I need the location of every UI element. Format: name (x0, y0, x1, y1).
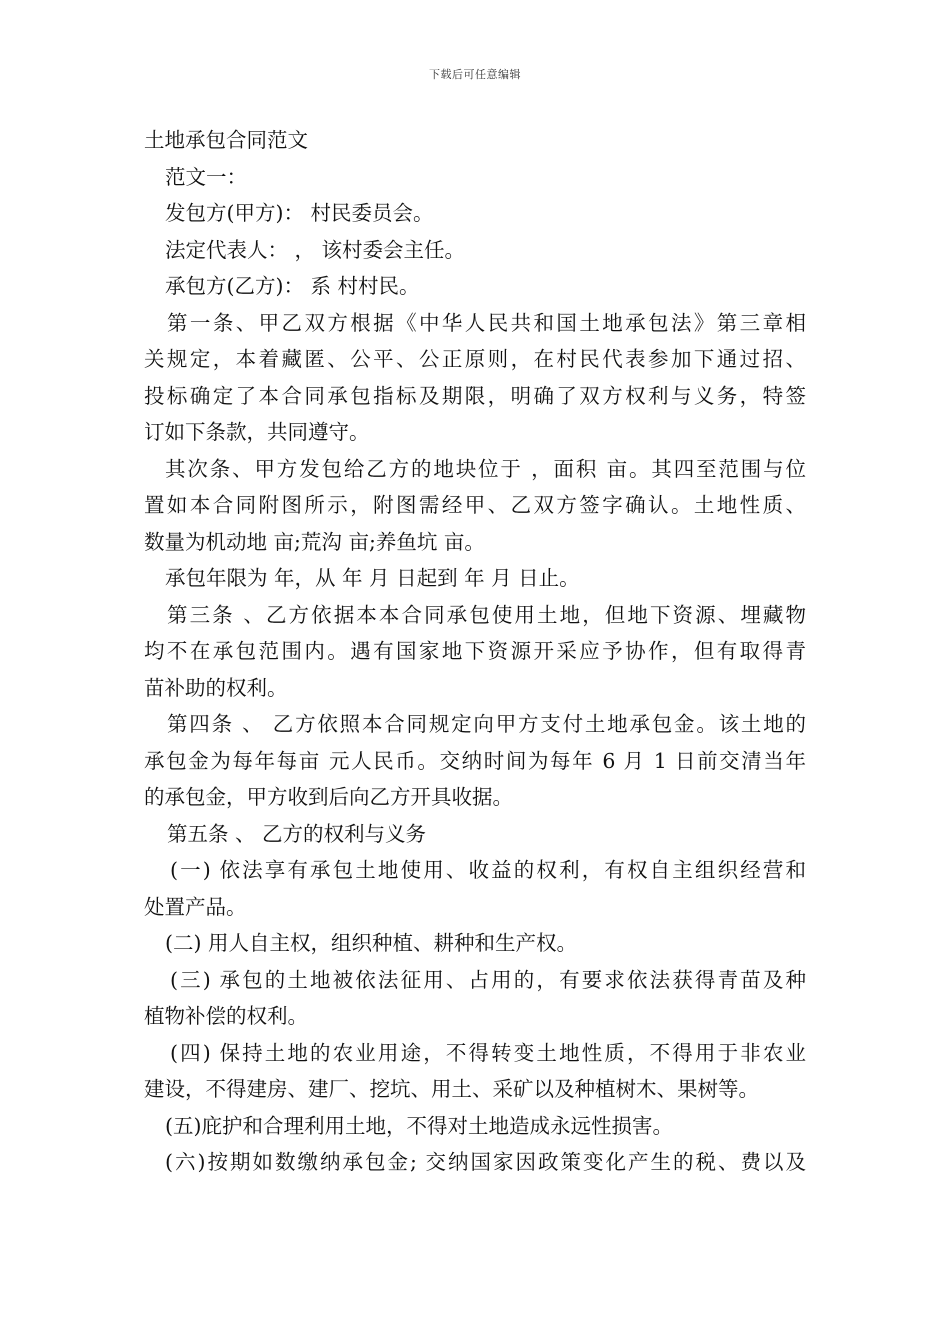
paragraph-line: (四) 保持土地的农业用途，不得转变土地性质，不得用于非农业 (170, 1040, 806, 1065)
paragraph-line: 处置产品。 (144, 894, 247, 919)
paragraph (144, 1108, 806, 1145)
paragraph (144, 925, 806, 962)
paragraph-line: 苗补助的权利。 (144, 675, 288, 700)
paragraph-line: 其次条、甲方发包给乙方的地块位于 ，面积 亩。其四至范围与位 (165, 456, 806, 481)
paragraph-line: 第五条 、 乙方的权利与义务 (167, 821, 427, 846)
paragraph (144, 706, 806, 816)
paragraph (144, 597, 806, 707)
paragraph-line: 建设，不得建房、建厂、挖坑、用土、采矿以及种植树木、果树等。 (144, 1077, 759, 1101)
paragraph (144, 852, 806, 925)
paragraph-line: 的承包金，甲方收到后向乙方开具收据。 (144, 785, 513, 809)
paragraph (144, 816, 806, 853)
paragraph-line: 置如本合同附图所示，附图需经甲、乙双方签字确认。土地性质、 (144, 493, 806, 517)
paragraph-line: 投标确定了本合同承包指标及期限，明确了双方权利与义务，特签 (144, 383, 806, 408)
paragraph-line: 发包方(甲方)： 村民委员会。 (165, 201, 434, 225)
paragraph-line: 第四条 、 乙方依照本合同规定向甲方支付土地承包金。该土地的 (167, 712, 806, 736)
paragraph-line: 关规定，本着藏匿、公平、公正原则，在村民代表参加下通过招、 (144, 347, 806, 371)
paragraph (144, 232, 806, 269)
paragraph (144, 305, 806, 451)
paragraph-line: (一) 依法享有承包土地使用、收益的权利，有权自主组织经营和 (170, 858, 806, 882)
paragraph-line: 均不在承包范围内。遇有国家地下资源开采应予协作，但有取得青 (144, 639, 806, 663)
paragraph-line: 范文一： (165, 164, 247, 189)
paragraph-line: 第三条 、乙方依据本本合同承包使用土地，但地下资源、埋藏物 (167, 602, 806, 627)
paragraph (144, 1035, 806, 1108)
paragraph-line: (六)按期如数缴纳承包金; 交纳国家因政策变化产生的税、费以及 (165, 1150, 806, 1174)
paragraph (144, 560, 806, 597)
paragraph-line: 植物补偿的权利。 (144, 1004, 308, 1028)
paragraph-line: 法定代表人： ， 该村委会主任。 (165, 237, 466, 262)
paragraph (144, 159, 806, 196)
paragraph-line: 订如下条款，共同遵守。 (144, 420, 370, 444)
paragraph-line: (五)庇护和合理利用土地，不得对土地造成永远性损害。 (165, 1113, 673, 1138)
document-title: 土地承包合同范文 (144, 128, 308, 152)
paragraph-line: 第一条、甲乙双方根据《中华人民共和国土地承包法》第三章相 (167, 310, 806, 335)
paragraph-line: (三) 承包的土地被依法征用、占用的，有要求依法获得青苗及种 (170, 967, 806, 992)
paragraph (144, 268, 806, 305)
paragraph-line: 承包金为每年每亩 元人民币。交纳时间为每年 6 月 1 日前交清当年 (144, 748, 806, 773)
paragraph (144, 1144, 806, 1181)
paragraph-line: 承包年限为 年，从 年 月 日起到 年 月 日止。 (165, 566, 580, 590)
paragraph (144, 195, 806, 232)
paragraph (144, 451, 806, 561)
paragraph (144, 962, 806, 1035)
paragraph-line: 数量为机动地 亩;荒沟 亩;养鱼坑 亩。 (144, 529, 485, 554)
paragraph-line: 承包方(乙方)： 系 村村民。 (165, 274, 420, 298)
paragraph-line: (二) 用人自主权，组织种植、耕种和生产权。 (165, 931, 578, 955)
document-body (144, 122, 806, 1181)
page-header: 下载后可任意编辑 (429, 68, 521, 81)
